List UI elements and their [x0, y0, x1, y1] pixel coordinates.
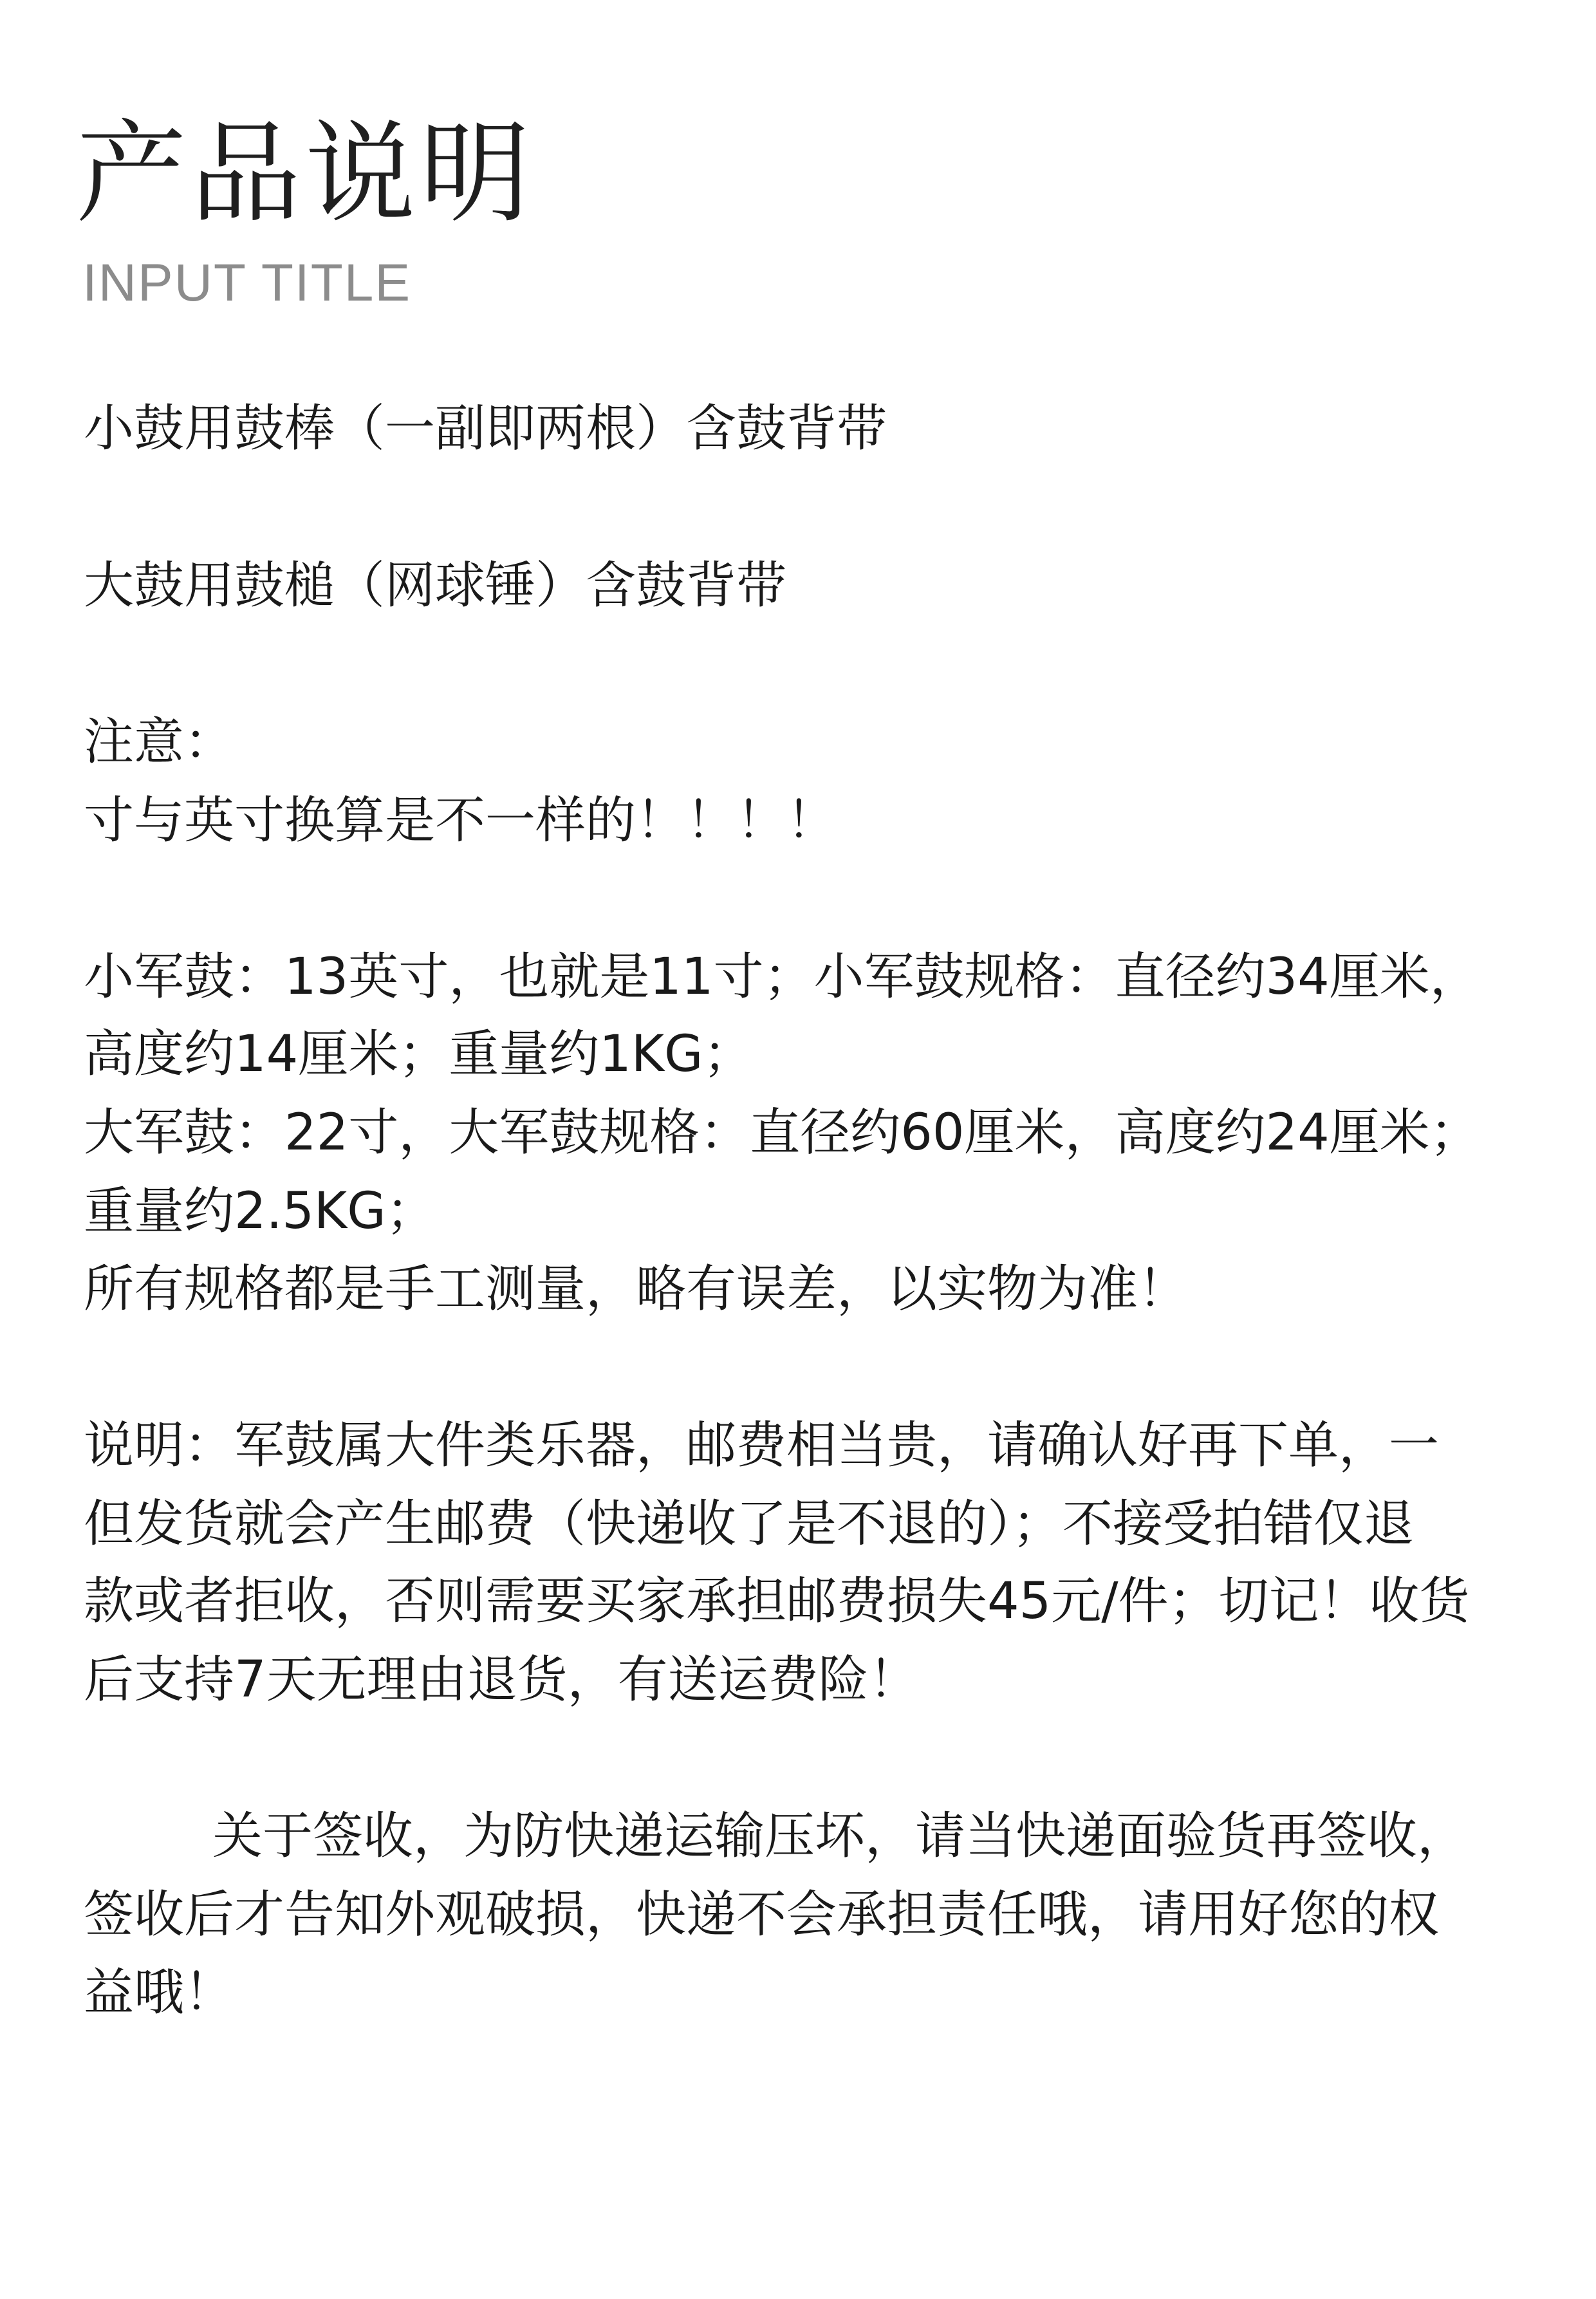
item-snare-sticks: 小鼓用鼓棒（一副即两根）含鼓背带	[84, 400, 887, 458]
page-title: 产品说明	[76, 109, 534, 238]
explain-line: 款或者拒收，否则需要买家承担邮费损失45元/件；切记！收货	[84, 1572, 1470, 1630]
sign-line: 益哦！	[84, 1964, 235, 2022]
explain-line: 说明：军鼓属大件类乐器，邮费相当贵，请确认好再下单，一	[84, 1417, 1440, 1475]
item-bass-mallets: 大鼓用鼓槌（网球锤）含鼓背带	[84, 557, 787, 615]
spec-line: 所有规格都是手工测量，略有误差，以实物为准！	[84, 1260, 1189, 1318]
spec-line: 小军鼓：13英寸，也就是11寸；小军鼓规格：直径约34厘米，	[84, 948, 1480, 1006]
explain-line: 但发货就会产生邮费（快递收了是不退的）；不接受拍错仅退	[84, 1495, 1415, 1553]
notice-text: 寸与英寸换算是不一样的！！！！	[84, 792, 837, 850]
explain-line: 后支持7天无理由退货，有送运费险！	[84, 1651, 919, 1709]
spec-line: 高度约14厘米；重量约1KG；	[84, 1025, 754, 1083]
page-subtitle: INPUT TITLE	[82, 254, 412, 312]
spec-line: 重量约2.5KG；	[84, 1182, 436, 1240]
notice-label: 注意：	[84, 713, 235, 771]
sign-line: 关于签收，为防快递运输压坏，请当快递面验货再签收，	[212, 1807, 1468, 1865]
sign-line: 签收后才告知外观破损，快递不会承担责任哦，请用好您的权	[84, 1886, 1440, 1944]
spec-line: 大军鼓：22寸，大军鼓规格：直径约60厘米，高度约24厘米；	[84, 1104, 1480, 1162]
